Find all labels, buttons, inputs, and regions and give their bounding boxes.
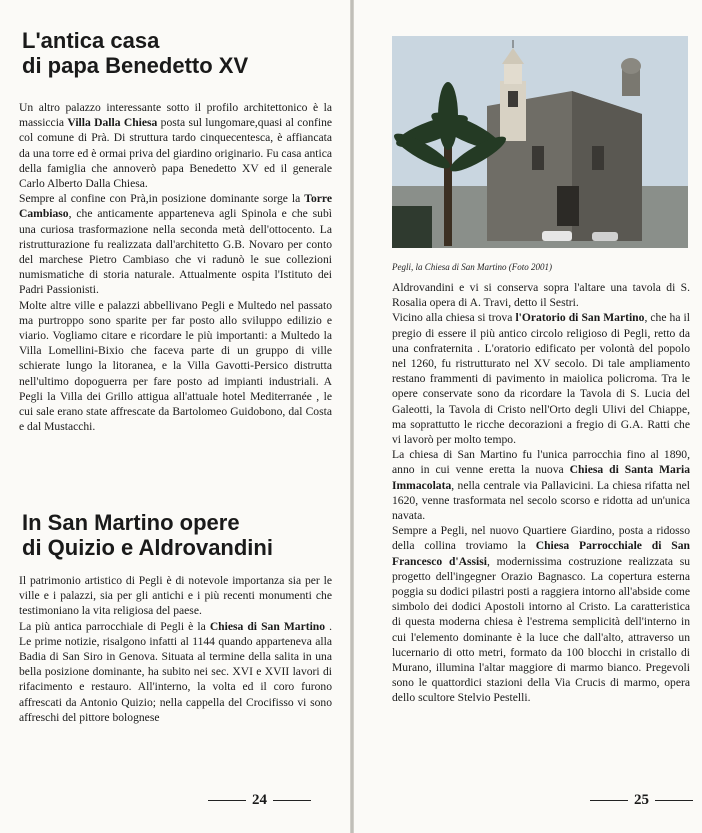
bold-name: Chiesa di Santa Maria Immacolata	[392, 463, 690, 492]
text-run: Un altro palazzo interessante sotto il profilo architettonico è la massiccia	[19, 101, 332, 130]
paragraph	[392, 310, 690, 447]
heading-line: di Quizio e Aldrovandini	[22, 535, 273, 560]
paragraph	[19, 573, 332, 619]
text-run: Sempre al confine con Prà,in posizione dominante sorge la	[19, 192, 305, 206]
heading-line: In San Martino opere	[22, 510, 240, 535]
paragraph	[19, 191, 332, 297]
page-number-right	[584, 792, 699, 809]
text-run: , che ha il pregio di essere il più antico circolo religioso di Pegli, retto da una confraternita . L'oratorio edificato per volontà del popolo nel 1260, fu ristrutturato nel XV secolo. Di tale ampliamento restano frammenti di pavimento in maiolica policroma. Tra le opere conservate sono da ricordare la Tavola di S. Lucia del Galeotti, la Tavola di Cristo nell'Orto degli Ulivi del Chiappe, ma soprattutto le ricche decorazioni a fregio di G.A. Ratti che vi lavorò per molto tempo.	[392, 311, 690, 447]
page-number: 24	[252, 792, 267, 808]
church-photo	[392, 36, 688, 248]
section-san-martino-text	[19, 573, 332, 725]
bold-name: Chiesa di San Martino	[209, 619, 326, 633]
text-run: La più antica parrocchiale di Pegli è la	[19, 619, 210, 633]
text-run: La chiesa di San Martino fu l'unica parrocchia fino al 1890, anno in cui venne eretta la nuova	[392, 448, 690, 477]
paragraph	[19, 619, 332, 725]
page-number-left	[202, 792, 317, 809]
text-run: , nella centrale via Pallavicini. La chiesa rifatta nel 1620, venne trasformata nel secolo scorso e ridotta ad un'unica navata.	[392, 478, 690, 523]
dash-rule	[273, 800, 311, 801]
bold-name: l'Oratorio di San Martino	[515, 311, 645, 325]
paragraph	[392, 523, 690, 705]
paragraph	[19, 298, 332, 435]
bold-name: Villa Dalla Chiesa	[67, 116, 158, 130]
paragraph	[19, 100, 332, 191]
right-page	[354, 0, 702, 833]
text-run: Aldrovandini e vi si conserva sopra l'altare una tavola di S. Rosalia opera di A. Travi, detto il Sestri.	[392, 281, 690, 310]
section-villa-text	[19, 100, 332, 434]
text-run: posta sul lungomare,quasi al confine col comune di Prà. Di struttura tardo cinquecentesca, è affiancata da una torre ed è ormai priva del giardino originario. Fu casa antica della famiglia che annoverò papa Benedetto XV ed il generale Carlo Alberto Dalla Chiesa.	[19, 116, 333, 191]
paragraph	[392, 280, 690, 310]
text-run: Il patrimonio artistico di Pegli è di notevole importanza sia per le ville e i palazzi, sia per gli antichi e i più recenti monumenti che testimoniano la vita religiosa del paese.	[19, 574, 332, 618]
section-oratorio-text	[392, 280, 690, 706]
bold-name: Chiesa Parrocchiale di San Francesco d'Assisi	[392, 539, 690, 568]
text-run: Molte altre ville e palazzi abbellivano Pegli e Multedo nel passato ma purtroppo sono sparite per far posto allo sviluppo edilizio e viario. Vogliamo citare e ricordare le più importanti: a Multedo la Villa Lomellini-Bixio che faceva parte di un gruppo di ville schierate lungo la litoranea, e la Villa Gavotti-Persico distrutta nell'ultimo dopoguerra per fare posto ad impianti industriali. A Pegli la Villa dei Grillo attigua all'attuale hotel Mediterranée , le cui sale erano state affrescate da Bartolomeo Guidobono, dal Costa e dal Mustacchi.	[19, 298, 332, 434]
church-illustration	[392, 36, 688, 248]
dash-rule	[208, 800, 246, 801]
text-run: , che anticamente apparteneva agli Spinola e che subì una curiosa trasformazione nella seconda metà dell'ottocento. La ristrutturazione fu realizzata dall'architetto G.B. Novaro per conto del marchese Pietro Cambiaso che vi radunò le sue collezioni numismatiche di storia naturale. Attualmente ospita l'Istituto dei Padri Passionisti.	[19, 207, 332, 297]
heading-line: di papa Benedetto XV	[22, 53, 249, 78]
heading-antica-casa	[22, 28, 248, 78]
text-run: Sempre a Pegli, nel nuovo Quartiere Giardino, posta a ridosso della collina troviamo la	[392, 524, 690, 553]
heading-san-martino	[22, 510, 273, 560]
photo-caption: Pegli, la Chiesa di San Martino (Foto 2001)	[392, 262, 552, 272]
paragraph	[392, 447, 690, 523]
bold-name: Torre Cambiaso	[19, 192, 332, 221]
dash-rule	[590, 800, 628, 801]
text-run: . Le prime notizie, risalgono infatti al 1144 quando apparteneva alla Badia di San Siro in Genova. Situata al termine della salita in una bella posizione dominante, ha subito nei sec. XVI e XVII lavori di rifacimento e restauro. All'interno, la volta ed il coro furono affrescati da Antonio Quizio; nella cappella del Crocifisso vi sono affreschi del pittore bolognese	[19, 619, 332, 724]
heading-line: L'antica casa	[22, 28, 160, 53]
dash-rule	[655, 800, 693, 801]
page-number: 25	[634, 792, 649, 808]
left-page	[0, 0, 350, 833]
text-run: Vicino alla chiesa si trova	[392, 311, 516, 325]
text-run: , modernissima costruzione realizzata su progetto dell'ingegner Orazio Bagnasco. La copertura esterna poggia su dodici pilastri posti a raggiera intorno all'abside come simbolo dei dodici Apostoli intorno al Cristo. La caratteristica di questa moderna chiesa è l'estrema semplicità dell'interno in cui l'elemento dominante è la luce che dall'alto, attraverso un lucernario di otto metri, formato da 100 blocchi in cristallo di Murano, illumina l'altar maggiore di marmo bianco. Pregevoli sono le quattordici stazioni della Via Crucis di marmo, opera dello scultore Stelvio Pestelli.	[392, 554, 691, 705]
